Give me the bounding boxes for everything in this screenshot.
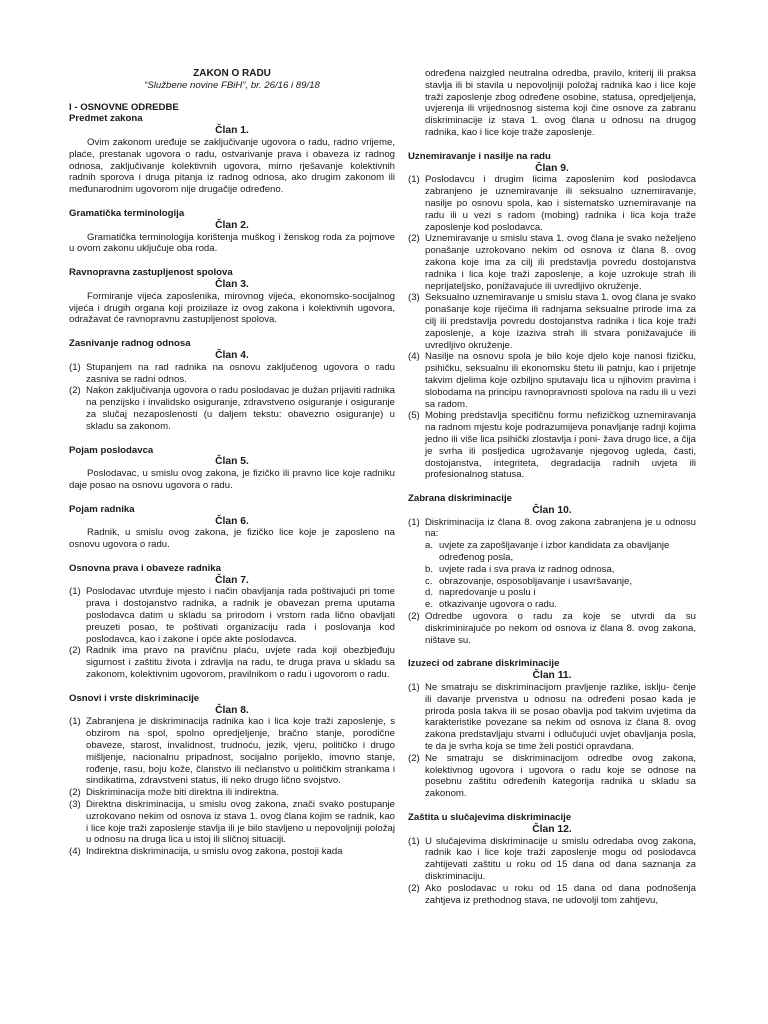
article-8	[69, 693, 395, 858]
article-12	[408, 812, 696, 906]
article-heading: Ravnopravna zastupljenost spolova	[69, 267, 233, 279]
right-column	[408, 68, 696, 918]
paragraph-text: Seksualno uznemiravanje u smislu stava 1. ovog člana je svako ponašanje koje riječima ili radnjama seksualne prirode ima za cilj ili predstavlja povredu dostojanstva radnika i lica koje traži zaposlenje, a koje izaziva strah ili stvara ponižavajuće ili uvredljivo okruženje.	[425, 292, 696, 351]
sub-item-text: uvjete rada i sva prava iz radnog odnosa,	[439, 563, 615, 575]
paragraph-text: Ne smatraju se diskriminacijom odredbe ovog zakona, kolektivnog ugovora i ugovora o radu koje se odnose na posebnu zaštitu određenih kategorija radnika u skladu sa zakonom.	[425, 752, 696, 800]
paragraph-text: Poslodavcu i drugim licima zaposlenim kod poslodavca zabranjeno je uznemiravanje ili seksualno uznemiravanje, nasilje po osnovu spola, kao i sistematsko uznemiravanje na radu ili u vezi s radom (mobing) radnika i lica koja traže zaposlenje kod poslodavca.	[425, 174, 696, 233]
paragraph-item	[69, 846, 395, 858]
left-column	[69, 68, 395, 870]
article-8-continuation	[425, 68, 696, 139]
paragraph-text: Indirektna diskriminacija, u smislu ovog zakona, postoji kada	[86, 846, 343, 858]
article-text: Radnik, u smislu ovog zakona, je fizičko lice koje je zaposleno na osnovu ugovora o radu.	[69, 527, 395, 551]
sub-item-letter: b.	[425, 563, 434, 575]
article-9	[408, 151, 696, 481]
paragraph-number: (2)	[69, 385, 81, 397]
article-text: Ovim zakonom uređuje se zaključivanje ugovora o radu, radno vrijeme, plaće, prestanak ugovora o radu, ostvarivanje prava i obaveza iz radnog odnosa, zaključivanje kolektivnih ugovora, mirno rješavanje kolektivnih radnih sporova i druga pitanja iz radnog odnosa, ako drugim zakonom ili međunarodnim ugovorom nije drugačije određeno.	[69, 136, 395, 196]
article-10	[408, 493, 696, 646]
paragraph-text: Diskriminacija iz člana 8. ovog zakona zabranjena je u odnosu na:	[425, 516, 696, 540]
article-heading: Zabrana diskriminacije	[408, 493, 512, 505]
paragraph-item	[69, 586, 395, 645]
paragraph-number: (4)	[69, 846, 81, 858]
paragraph-text: U slučajevima diskriminacije u smislu odredaba ovog zakona, radnik kao i lice koje traži zaposlenje mogu od poslodavca zahtijevati zaštitu u roku od 15 dana od dana saznanja za diskriminaciju.	[425, 835, 696, 882]
paragraph-number: (3)	[69, 799, 81, 811]
article-heading: Uznemiravanje i nasilje na radu	[408, 150, 551, 162]
paragraph-item	[408, 883, 696, 907]
paragraph-text: Diskriminacija može biti direktna ili indirektna.	[86, 787, 280, 799]
sub-item	[425, 587, 696, 599]
paragraph-number: (1)	[408, 174, 420, 186]
paragraph-number: (1)	[69, 716, 81, 728]
paragraph-item	[408, 292, 696, 351]
sub-item	[425, 540, 696, 564]
article-number: Član 6.	[215, 515, 249, 527]
paragraph-number: (1)	[408, 682, 420, 694]
article-number: Član 1.	[215, 125, 249, 137]
paragraph-text: Ako poslodavac u roku od 15 dana od dana podnošenja zahtjeva iz prethodnog stava, ne udovolji tom zahtjevu,	[425, 882, 696, 906]
article-heading: Izuzeci od zabrane diskriminacije	[408, 658, 560, 670]
article-2	[69, 208, 395, 255]
article-5	[69, 445, 395, 492]
article-number: Član 8.	[215, 704, 249, 716]
sub-item-letter: c.	[425, 575, 433, 587]
article-number: Član 3.	[215, 278, 249, 290]
paragraph-item	[408, 410, 696, 481]
paragraph-item	[408, 351, 696, 410]
paragraph-number: (3)	[408, 292, 420, 304]
paragraph-text: Nakon zaključivanja ugovora o radu poslodavac je dužan prijaviti radnika na penzijsko i invalidsko osiguranje, zdravstveno osiguranje i osiguranje za slučaj nezaposlenosti (u daljem tekstu: obavezno osiguranje) u skladu sa zakonom.	[86, 385, 395, 432]
paragraph-text: Radnik ima pravo na pravičnu plaću, uvjete rada koji obezbjeđuju sigurnost i zaštitu života i zdravlja na radu, te druga prava u skladu sa zakonom, kolektivnim ugovorom, pravilnikom o radu i ugovorom o radu.	[86, 645, 395, 681]
article-heading: Pojam radnika	[69, 503, 135, 515]
paragraph-text: određena naizgled neutralna odredba, pravilo, kriterij ili praksa stavlja ili bi stavila u nepovoljniji položaj radnika kao i lice koje traži zaposlenje zbog određene osobine, statusa, opredjeljenja, uvjerenja ili vrijednosnog sistema koji čine osnove za zabranu diskriminacije iz stava 1. ovog člana u odnosu na drugog radnika, kao i lice koje traže zaposlenje.	[425, 68, 696, 138]
paragraph-text: Nasilje na osnovu spola je bilo koje djelo koje nanosi fizičku, psihičku, seksualnu ili ekonomsku štetu ili patnju, kao i prijetnje takvim djelima koje ozbiljno sputavaju lica u njihovim pravima i slobodama na principu ravnopravnosti spolova na radu ili u vezi sa radom.	[425, 351, 696, 410]
paragraph-item	[408, 682, 696, 753]
sub-list	[425, 540, 696, 611]
paragraph-text: Uznemiravanje u smislu stava 1. ovog člana je svako neželjeno ponašanje uzrokovano nekim od osnova iz člana 8. ovog zakona koje ima za cilj ili predstavlja povredu dostojanstva radnika i lica koje traži zaposlenje, a koje uzrokuje strah ili neprijateljsko, ponižavajuće ili uvredljivo okruženje.	[425, 233, 696, 292]
sub-item	[425, 564, 696, 576]
paragraph-number: (2)	[69, 787, 81, 799]
sub-item-text: uvjete za zapošljavanje i izbor kandidata za obavljanje određenog posla,	[439, 540, 670, 564]
article-3	[69, 267, 395, 326]
article-heading: Osnovna prava i obaveze radnika	[69, 562, 221, 574]
sub-item-letter: a.	[425, 540, 434, 552]
section-heading: I - OSNOVNE ODREDBE	[69, 101, 179, 113]
article-heading: Predmet zakona	[69, 113, 143, 125]
paragraph-item	[408, 836, 696, 883]
sub-item-letter: e.	[425, 599, 434, 611]
article-4	[69, 338, 395, 432]
sub-item-text: otkazivanje ugovora o radu.	[439, 599, 557, 611]
article-number: Član 4.	[215, 349, 249, 361]
paragraph-text: Odredbe ugovora o radu za koje se utvrdi da su diskriminirajuće po nekom od osnova iz člana 8. ovog zakona, ništave su.	[425, 611, 696, 646]
paragraph-number: (2)	[408, 611, 420, 623]
paragraph-text: Stupanjem na rad radnika na osnovu zaključenog ugovora o radu zasniva se radni odnos.	[86, 361, 395, 385]
paragraph-item	[408, 174, 696, 233]
paragraph-number: (4)	[408, 351, 420, 363]
article-number: Član 5.	[215, 456, 249, 468]
article-11	[408, 658, 696, 800]
article-heading: Gramatička terminologija	[69, 207, 185, 219]
paragraph-number: (1)	[69, 586, 81, 598]
paragraph-number: (1)	[408, 516, 420, 528]
article-7	[69, 563, 395, 681]
paragraph-item	[408, 753, 696, 800]
paragraph-text: Poslodavac utvrđuje mjesto i način obavljanja rada poštivajući pri tome prava i dostojanstvo radnika, a radnik je obavezan prema uputama poslodavca datim u skladu sa prirodom i vrstom rada lično obavljati preuzeti posao, te poštivati organizaciju rada i poslovanja kod poslodavca, kao i zakone i opće akte poslodavca.	[86, 586, 395, 645]
article-6	[69, 504, 395, 551]
paragraph-number: (2)	[408, 752, 420, 764]
article-text: Poslodavac, u smislu ovog zakona, je fizičko ili pravno lice koje radniku daje posao na osnovu ugovora o radu.	[69, 468, 395, 491]
paragraph-number: (2)	[69, 645, 81, 657]
paragraph-text: Mobing predstavlja specifičnu formu nefizičkog uznemiravanja na radnom mjestu koje podrazumijeva ponavljanje radnji kojima jedno ili više lica psihički zlostavlja i poni- žava drugo lice, a čija je svrha ili posljedica ugrožavanje njegovog ugleda, časti, dostojanstva, integriteta, degradacija radnih uvjeta ili profesionalnog statusa.	[425, 410, 696, 481]
sub-item-text: napredovanje u poslu i	[439, 587, 536, 599]
paragraph-item	[408, 517, 696, 541]
article-heading: Osnovi i vrste diskriminacije	[69, 692, 200, 704]
paragraph-text: Ne smatraju se diskriminacijom pravljenje razlike, isklju- čenje ili davanje prvenstva u odnosu na određeni posao kada je priroda posla takva ili se posao obavlja pod takvim uvjetima da karakteristike povezane sa nekim od osnova iz člana 8. ovog zakona predstavljaju stvarni i odlučujući uvjet obavljanja posla, te da je svrha koja se time želi postići opravdana.	[425, 682, 696, 753]
paragraph-number: (2)	[408, 882, 420, 894]
paragraph-text: Direktna diskriminacija, u smislu ovog zakona, znači svako postupanje uzrokovano nekim od osnova iz stava 1. ovog člana kojim se radnik, kao i lice koje traži zaposlenje stavlja ili je bilo stavljeno u nepovoljniji položaj u odnosu na druga lica u istoj ili sličnoj situaciji.	[86, 799, 395, 846]
article-number: Član 9.	[535, 162, 569, 174]
paragraph-number: (1)	[69, 361, 81, 373]
article-text: Formiranje vijeća zaposlenika, mirovnog vijeća, ekonomsko-socijalnog vijeća i drugih organa koji proizilaze iz ovog zakona i kolektivnih ugovora, odražavat će ravnopravnu zastupljenost spolova.	[69, 290, 395, 326]
paragraph-number: (2)	[408, 233, 420, 245]
article-heading: Pojam poslodavca	[69, 444, 154, 456]
paragraph-text: Zabranjena je diskriminacija radnika kao i lica koje traži zaposlenje, s obzirom na spol, spolno opredjeljenje, bračno stanje, porodične obaveze, starost, invalidnost, trudnoću, jezik, vjeru, političko i drugo mišljenje, nacionalnu pripadnost, socijalno porijeklo, imovno stanje, rođenje, rasu, boju kože, članstvo ili nečlanstvo u političkim strankama i sindikatima, zdravstveni status, ili neko drugo lično svojstvo.	[86, 716, 395, 787]
article-1	[69, 113, 395, 196]
sub-item-letter: d.	[425, 587, 434, 599]
law-gazette-reference: “Službene novine FBiH”, br. 26/16 i 89/18	[144, 79, 320, 91]
paragraph-item	[69, 645, 395, 680]
article-text: Gramatička terminologija korištenja muškog i ženskog roda za pojmove u ovom zakonu uključuje oba roda.	[69, 231, 395, 255]
article-heading: Zasnivanje radnog odnosa	[69, 338, 191, 350]
paragraph-item	[408, 233, 696, 292]
paragraph-number: (5)	[408, 410, 420, 422]
article-heading: Zaštita u slučajevima diskriminacije	[408, 812, 572, 824]
paragraph-item	[69, 799, 395, 846]
article-number: Član 11.	[532, 670, 572, 682]
law-title: ZAKON O RADU	[193, 68, 271, 79]
paragraph-item	[69, 787, 395, 799]
paragraph-item	[69, 385, 395, 432]
article-number: Član 2.	[215, 219, 249, 231]
sub-item-text: obrazovanje, osposobljavanje i usavršavanje,	[439, 575, 633, 587]
article-number: Član 10.	[532, 504, 572, 516]
article-number: Član 7.	[215, 574, 249, 586]
sub-item	[425, 576, 696, 588]
paragraph-item	[408, 611, 696, 646]
paragraph-item	[69, 362, 395, 386]
paragraph-number: (1)	[408, 835, 420, 847]
paragraph-item	[69, 716, 395, 787]
article-number: Član 12.	[532, 823, 572, 835]
sub-item	[425, 599, 696, 611]
